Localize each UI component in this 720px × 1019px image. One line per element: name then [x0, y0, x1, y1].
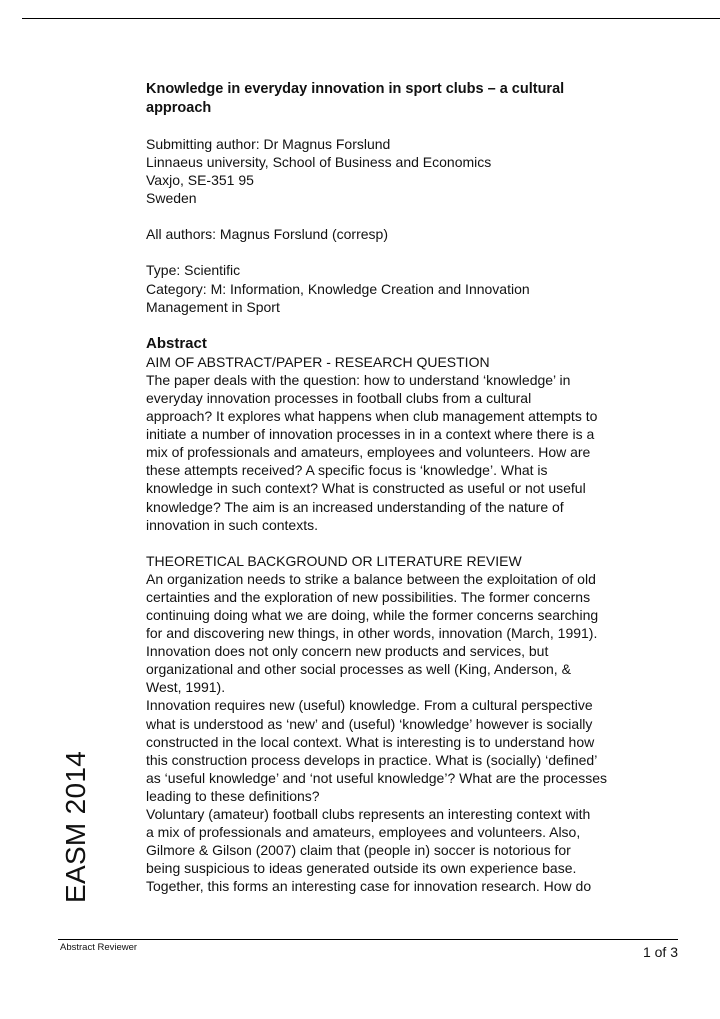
- paragraph-line: knowledge? The aim is an increased understanding of the nature of: [146, 498, 564, 515]
- top-rule: [22, 18, 720, 19]
- paragraph-line: The paper deals with the question: how to understand ‘knowledge’ in: [146, 371, 571, 388]
- country: Sweden: [146, 190, 197, 207]
- all-authors-block: [146, 225, 676, 243]
- paper-title: [146, 80, 676, 118]
- section-theory: [146, 552, 676, 896]
- paragraph-line: knowledge in such context? What is constructed as useful or not useful: [146, 480, 586, 497]
- title-line: Knowledge in everyday innovation in sport clubs – a cultural: [146, 81, 565, 97]
- paragraph-line: Together, this forms an interesting case for innovation research. How do: [146, 878, 592, 895]
- paragraph-line: Voluntary (amateur) football clubs represents an interesting context with: [146, 806, 591, 822]
- category-line: Management in Sport: [146, 298, 280, 315]
- paragraph-line: leading to these definitions?: [146, 787, 320, 804]
- paragraph-line: certainties and the exploration of new possibilities. The former concerns: [146, 588, 591, 605]
- abstract-heading: Abstract: [146, 334, 207, 352]
- affiliation: Linnaeus university, School of Business and Economics: [146, 154, 492, 171]
- paragraph-line: West, 1991).: [146, 679, 226, 696]
- paragraph-line: for and discovering new things, in other words, innovation (March, 1991).: [146, 625, 598, 642]
- paragraph-line: Gilmore & Gilson (2007) claim that (people in) soccer is notorious for: [146, 842, 571, 859]
- section-heading: THEORETICAL BACKGROUND OR LITERATURE REVIEW: [146, 552, 522, 569]
- type-category-block: [146, 261, 676, 315]
- paragraph-line: mix of professionals and amateurs, employees and volunteers. How are: [146, 444, 591, 461]
- paragraph-line: a mix of professionals and amateurs, employees and volunteers. Also,: [146, 824, 581, 841]
- paragraph-line: organizational and other social processes as well (King, Anderson, &: [146, 661, 571, 678]
- title-line: approach: [146, 100, 212, 116]
- page-number: 1 of 3: [642, 944, 678, 960]
- footer-rule: [58, 939, 678, 940]
- paragraph-line: what is understood as ‘new’ and (useful) ‘knowledge’ however is socially: [146, 715, 593, 732]
- paragraph-line: being suspicious to ideas generated outside its own experience base.: [146, 860, 577, 877]
- paragraph-line: Innovation does not only concern new products and services, but: [146, 643, 549, 660]
- footer-reviewer-label: Abstract Reviewer: [60, 942, 138, 953]
- section-aim: [146, 353, 676, 534]
- all-authors: All authors: Magnus Forslund (corresp): [146, 226, 388, 243]
- paragraph-line: innovation in such contexts.: [146, 516, 318, 533]
- paragraph-line: this construction process develops in practice. What is (socially) ‘defined’: [146, 751, 598, 768]
- paragraph-line: everyday innovation processes in football clubs from a cultural: [146, 389, 532, 406]
- paragraph-line: continuing doing what we are doing, while the former concerns searching: [146, 606, 599, 623]
- category-line: Category: M: Information, Knowledge Creation and Innovation: [146, 280, 530, 297]
- submitting-author: Submitting author: Dr Magnus Forslund: [146, 136, 391, 152]
- paragraph-line: approach? It explores what happens when club management attempts to: [146, 408, 598, 425]
- paragraph-line: An organization needs to strike a balance between the exploitation of old: [146, 570, 596, 587]
- address: Vaxjo, SE-351 95: [146, 172, 254, 189]
- author-block: [146, 135, 676, 207]
- paragraph-line: constructed in the local context. What is interesting is to understand how: [146, 733, 595, 750]
- paragraph-line: initiate a number of innovation processes in in a context where there is a: [146, 426, 595, 443]
- paper-type: Type: Scientific: [146, 262, 241, 279]
- paragraph-line: these attempts received? A specific focus is ‘knowledge’. What is: [146, 462, 548, 479]
- paragraph-line: as ‘useful knowledge’ and ‘not useful knowledge’? What are the processes: [146, 769, 607, 786]
- section-heading: AIM OF ABSTRACT/PAPER - RESEARCH QUESTION: [146, 353, 490, 370]
- paragraph-line: Innovation requires new (useful) knowledge. From a cultural perspective: [146, 697, 593, 714]
- document-body: [146, 80, 676, 913]
- conference-side-label: EASM 2014: [60, 750, 91, 903]
